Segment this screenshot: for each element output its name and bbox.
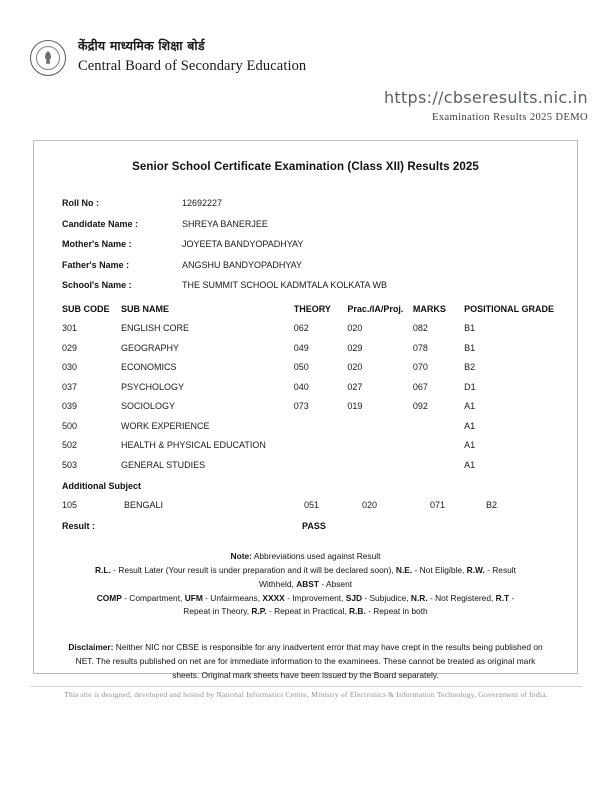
cell-sub-code: 301 <box>62 323 78 333</box>
note-text: - Not Eligible, <box>412 564 467 575</box>
cell-marks: 078 <box>412 342 428 353</box>
additional-subject-heading: Additional Subject <box>62 481 142 491</box>
detail-value-candidate-name: SHREYA BANERJEE <box>182 218 268 229</box>
note-line-3 <box>60 592 551 606</box>
table-row <box>62 382 554 402</box>
note-text: - Compartment, <box>121 592 185 603</box>
cell-practical: 019 <box>347 401 363 411</box>
cell-sub-code: 030 <box>62 362 78 372</box>
detail-value-father-name: ANGSHU BANDYOPADHYAY <box>182 259 303 270</box>
site-url[interactable]: https://cbseresults.nic.in <box>383 88 588 107</box>
note-text: - Not Registered, <box>427 592 496 603</box>
detail-row-roll-no <box>62 198 577 208</box>
cell-sub-name: ECONOMICS <box>120 362 177 372</box>
cell-grade: D1 <box>464 381 476 392</box>
detail-label: School's Name : <box>62 280 132 290</box>
cell-sub-code: 500 <box>62 420 78 431</box>
cell-practical <box>347 421 413 441</box>
column-header-sub-name: SUB NAME <box>120 304 169 314</box>
cell-sub-name: HEALTH & PHYSICAL EDUCATION <box>120 440 266 450</box>
cell-marks: 082 <box>412 323 428 333</box>
detail-value-mother-name: JOYEETA BANDYOPADHYAY <box>182 239 304 249</box>
cell-sub-code: 503 <box>62 459 78 470</box>
cell-sub-name: GEOGRAPHY <box>120 342 179 353</box>
cell-theory: 062 <box>293 323 309 333</box>
note-abbr-nr: N.R. <box>410 592 428 603</box>
detail-label: Mother's Name : <box>62 239 132 249</box>
exam-results-label: Examination Results 2025 DEMO <box>432 112 588 123</box>
column-header-marks: MARKS <box>412 304 446 314</box>
cell-practical: 029 <box>347 342 363 353</box>
cell-marks: 092 <box>412 401 428 411</box>
cell-practical: 027 <box>347 381 363 392</box>
cell-grade: A1 <box>464 401 476 411</box>
note-text: - Subjudice, <box>362 592 411 603</box>
board-name-hindi: केंद्रीय माध्यमिक शिक्षा बोर्ड <box>78 38 205 53</box>
note-abbr-rw: R.W. <box>466 564 485 575</box>
site-url-block <box>384 88 588 123</box>
cell-sub-name: BENGALI <box>124 500 164 510</box>
note-text: Withheld, <box>258 578 297 589</box>
cell-practical: 020 <box>347 362 363 372</box>
cell-sub-code: 502 <box>62 440 78 450</box>
cell-sub-code: 037 <box>62 381 78 392</box>
detail-value-school-name: THE SUMMIT SCHOOL KADMTALA KOLKATA WB <box>182 280 388 290</box>
detail-label: Father's Name : <box>62 259 130 270</box>
footer-credit: This site is designed, developed and hosted by National Informatics Centre, Ministry of Electronics & Information Technology, Government of India. <box>64 690 548 699</box>
marks-table-header-row <box>62 304 554 323</box>
cell-grade: A1 <box>464 420 476 431</box>
cell-sub-name: WORK EXPERIENCE <box>120 420 210 431</box>
cell-practical <box>347 460 413 480</box>
detail-row-father-name <box>62 260 577 270</box>
cbse-emblem-icon <box>30 40 66 76</box>
note-text: Repeat in Theory, <box>183 606 252 617</box>
note-heading-line <box>60 550 551 564</box>
table-row <box>62 421 554 441</box>
note-text: - Unfairmeans, <box>202 592 263 603</box>
column-header-grade: POSITIONAL GRADE <box>464 304 554 314</box>
cell-grade: A1 <box>464 440 476 450</box>
table-row <box>62 362 554 382</box>
note-text: - Repeat in Practical, <box>266 606 350 617</box>
cell-sub-name: SOCIOLOGY <box>120 401 175 411</box>
note-abbr-rp: R.P. <box>251 606 267 617</box>
board-titles <box>78 38 306 75</box>
cell-marks: 067 <box>412 381 428 392</box>
detail-row-school-name <box>62 280 577 290</box>
result-row <box>62 521 577 531</box>
note-abbr-rb: R.B. <box>349 606 366 617</box>
cell-practical: 020 <box>362 500 378 510</box>
cell-practical: 020 <box>347 323 363 333</box>
table-row <box>62 500 554 521</box>
cell-grade: B1 <box>464 342 476 353</box>
cell-grade: B2 <box>464 362 476 372</box>
table-row <box>62 440 554 460</box>
detail-row-mother-name <box>62 239 577 249</box>
cell-theory <box>294 421 348 441</box>
table-row <box>62 401 554 421</box>
cell-theory: 050 <box>293 362 309 372</box>
footer-divider <box>30 686 582 687</box>
note-abbr-abst: ABST <box>296 578 319 589</box>
note-text: - Result Later (Your result is under preparation and it will be declared soon), <box>110 564 396 575</box>
cell-grade: B1 <box>464 323 476 333</box>
marks-table <box>62 304 554 479</box>
detail-label: Candidate Name : <box>62 218 139 229</box>
disclaimer <box>64 641 547 683</box>
note-abbr-rt: R.T <box>495 592 510 603</box>
cell-practical <box>347 440 413 460</box>
column-header-theory: THEORY <box>293 304 331 314</box>
page-header <box>0 0 612 76</box>
note-abbr-rl: R.L. <box>95 564 111 575</box>
cell-marks: 071 <box>430 500 446 510</box>
board-name-english: Central Board of Secondary Education <box>78 57 307 74</box>
cell-marks <box>413 421 464 441</box>
disclaimer-text: Neither NIC nor CBSE is responsible for any inadvertent error that may have crept in the results being published on NET. The results published on net are for immediate information to the examinees. These cannot be treated as original mark sheets. Original mark sheets have been issued by the Board separately. <box>75 642 543 681</box>
note-abbr-ne: N.E. <box>395 564 413 575</box>
cell-marks <box>413 440 464 460</box>
detail-label: Roll No : <box>62 198 99 208</box>
cell-marks <box>413 460 464 480</box>
cell-theory: 049 <box>293 342 309 353</box>
result-label: Result : <box>62 521 96 531</box>
cell-sub-name: ENGLISH CORE <box>120 323 189 333</box>
result-value: PASS <box>302 521 326 531</box>
note-text: - Result <box>484 564 516 575</box>
note-text: - Improvement, <box>284 592 346 603</box>
cell-sub-code: 039 <box>62 401 78 411</box>
cell-grade: A1 <box>464 459 476 470</box>
table-row <box>62 460 554 480</box>
cell-sub-name: GENERAL STUDIES <box>120 459 206 470</box>
note-abbr-ufm: UFM <box>184 592 203 603</box>
note-abbr-sjd: SJD <box>345 592 363 603</box>
note-heading-rest: Abbreviations used against Result <box>251 551 381 561</box>
card-title: Senior School Certificate Examination (Class XII) Results 2025 <box>132 161 479 173</box>
column-header-practical: Prac./IA/Proj. <box>347 304 404 314</box>
candidate-details <box>62 198 577 290</box>
table-row <box>62 343 554 363</box>
cell-sub-code: 105 <box>62 500 78 510</box>
result-card <box>33 140 578 681</box>
cell-theory <box>294 460 348 480</box>
cell-theory <box>294 440 348 460</box>
note-line-1 <box>60 564 551 578</box>
note-heading: Note: <box>230 551 252 561</box>
note-text: - <box>509 592 515 603</box>
additional-subject-table <box>62 500 554 521</box>
cell-theory: 073 <box>293 401 309 411</box>
cell-sub-name: PSYCHOLOGY <box>120 381 185 392</box>
column-header-sub-code: SUB CODE <box>62 304 110 314</box>
note-line-4 <box>60 605 551 619</box>
cell-theory: 051 <box>304 500 320 510</box>
note-line-2 <box>60 578 551 592</box>
cell-theory: 040 <box>293 381 309 392</box>
note-abbr-xxxx: XXXX <box>262 592 285 603</box>
cell-sub-code: 029 <box>62 342 78 353</box>
cell-grade: B2 <box>486 500 498 510</box>
note-text: - Absent <box>319 578 353 589</box>
table-row <box>62 323 554 343</box>
detail-row-candidate-name <box>62 219 577 229</box>
note-abbr-comp: COMP <box>96 592 122 603</box>
disclaimer-label: Disclaimer: <box>68 642 114 653</box>
abbreviations-note <box>60 550 551 619</box>
cell-marks: 070 <box>412 362 428 372</box>
detail-value-roll-no: 12692227 <box>182 198 223 208</box>
note-text: - Repeat in both <box>365 606 428 617</box>
